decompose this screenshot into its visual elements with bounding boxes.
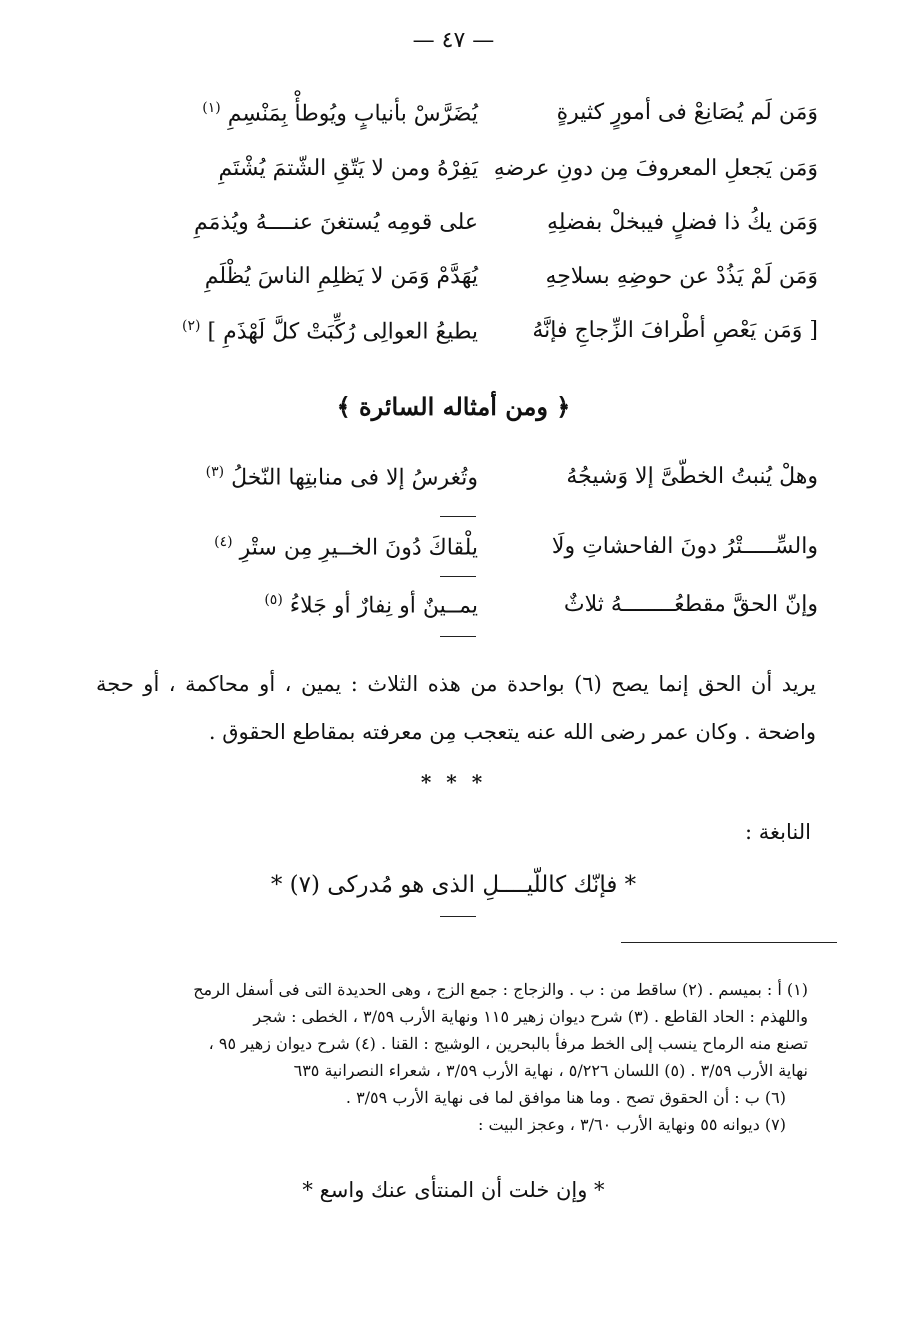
verse-separator <box>440 916 476 917</box>
verse-second-hemistich <box>118 318 478 344</box>
verse-second-hemistich <box>118 100 478 126</box>
verse-text: وتُغرسُ إلا فى منابتِها النّخلُ <box>231 465 478 491</box>
prose-paragraph: يريد أن الحق إنما يصح (٦) بواحدة من هذه الثلاث : يمين ، أو محاكمة ، أو حجة واضحة . وكان عمر رضى الله عنه يتعجب مِن معرفته بمقاطع الحقوق . <box>96 672 816 744</box>
verse-first-hemistich: وإنّ الحقَّ مقطعُــــــــهُ ثلاثٌ <box>563 592 818 617</box>
verse-text: يمــينٌ أو نِفارٌ أو جَلاءُ <box>289 593 478 619</box>
poem-verse-4 <box>118 264 818 304</box>
nabigha-verse: * فإنّك كاللّيــــلِ الذى هو مُدركى (٧) * <box>270 872 637 898</box>
footnote-marker: (١) <box>202 100 221 116</box>
verse-first-hemistich: وَمَن لَمْ يَذُدْ عن حوضِهِ بسلاحِهِ <box>545 264 818 289</box>
footnote-marker: (٣) <box>205 464 225 480</box>
footnote-line: تصنع منه الرماح ينسب إلى الخط مرفأ بالبحرين ، الوشيج : القنا . (٤) شرح ديوان زهير ٩٥ ، <box>208 1034 808 1053</box>
footnote-line: (٧) ديوانه ٥٥ ونهاية الأرب ٣/٦٠ ، وعجز البيت : <box>477 1115 786 1134</box>
poem-verse-2 <box>118 156 818 196</box>
quoted-verse: * وإن خلت أن المنتأى عنك واسع * <box>302 1178 605 1202</box>
footnote-line: واللهذم : الحاد القاطع . (٣) شرح ديوان زهير ١١٥ ونهاية الأرب ٣/٥٩ ، الخطى : شجر <box>253 1007 808 1026</box>
poem-verse-1 <box>118 100 818 140</box>
verse-second-hemistich <box>118 534 478 560</box>
proverb-verse-3 <box>118 592 818 632</box>
verse-separator <box>440 636 476 637</box>
verse-text: يطيعُ العوالِى رُكِّبَتْ كلَّ لَهْذَمِ ] <box>207 319 478 345</box>
footnotes <box>96 976 808 1138</box>
verse-first-hemistich: [ وَمَن يَعْصِ أطْرافَ الزِّجاجِ فإنَّهُ <box>532 318 818 343</box>
verse-separator <box>440 576 476 577</box>
footnote-marker: (٥) <box>264 592 283 608</box>
verse-first-hemistich: وَمَن يَجعلِ المعروفَ مِن دونِ عرضهِ <box>493 156 818 181</box>
section-heading: ﴿ ومن أمثاله السائرة ﴾ <box>336 392 571 421</box>
verse-first-hemistich: وَمَن لَم يُصَانِعْ فى أمورٍ كثيرةٍ <box>556 100 818 125</box>
poet-label: النابغة : <box>745 820 811 844</box>
verse-second-hemistich: يُهَدَّمْ وَمَن لا يَظلِمِ الناسَ يُظْلَمِ <box>204 264 478 289</box>
verse-separator <box>440 516 476 517</box>
verse-second-hemistich <box>118 464 478 490</box>
footnote-marker: (٢) <box>182 318 201 334</box>
section-divider-stars: * * * <box>420 770 487 794</box>
footnote-line: (١) أ : بميسم . (٢) ساقط من : ب . والزجاج : جمع الزج ، وهى الحديدة التى فى أسفل الرمح <box>193 980 808 999</box>
verse-second-hemistich <box>118 592 478 618</box>
proverb-verse-2 <box>118 534 818 574</box>
verse-text: يلْقاكَ دُونَ الخــيرِ مِن ستْرِ <box>239 535 478 561</box>
page-number: — ٤٧ — <box>412 28 495 53</box>
poem-verse-3 <box>118 210 818 250</box>
footnote-line: (٦) ب : أن الحقوق تصح . وما هنا موافق لما فى نهاية الأرب ٣/٥٩ . <box>345 1088 786 1107</box>
poem-verse-5 <box>118 318 818 358</box>
proverb-verse-1 <box>118 464 818 504</box>
verse-second-hemistich: على قومِه يُستغنَ عنــــهُ ويُذمَمِ <box>194 210 478 235</box>
verse-first-hemistich: والسِّـــــتْرُ دونَ الفاحشاتِ ولَا <box>551 534 818 559</box>
verse-first-hemistich: وهلْ يُنبتُ الخطّىَّ إلا وَشيجُهُ <box>566 464 818 489</box>
verse-second-hemistich: يَفِرْهُ ومن لا يَتّقِ الشّتمَ يُشْتَمِ <box>218 156 478 181</box>
verse-text: يُضَرَّسْ بأنيابٍ ويُوطأْ بِمَنْسِمِ <box>227 101 478 127</box>
footnote-line: نهاية الأرب ٣/٥٩ . (٥) اللسان ٥/٢٢٦ ، نهاية الأرب ٣/٥٩ ، شعراء النصرانية ٦٣٥ <box>293 1061 808 1080</box>
footnote-marker: (٤) <box>214 534 233 550</box>
footnote-rule <box>621 942 837 943</box>
verse-first-hemistich: وَمَن يكُ ذا فضلٍ فيبخلْ بفضلِهِ <box>546 210 818 235</box>
